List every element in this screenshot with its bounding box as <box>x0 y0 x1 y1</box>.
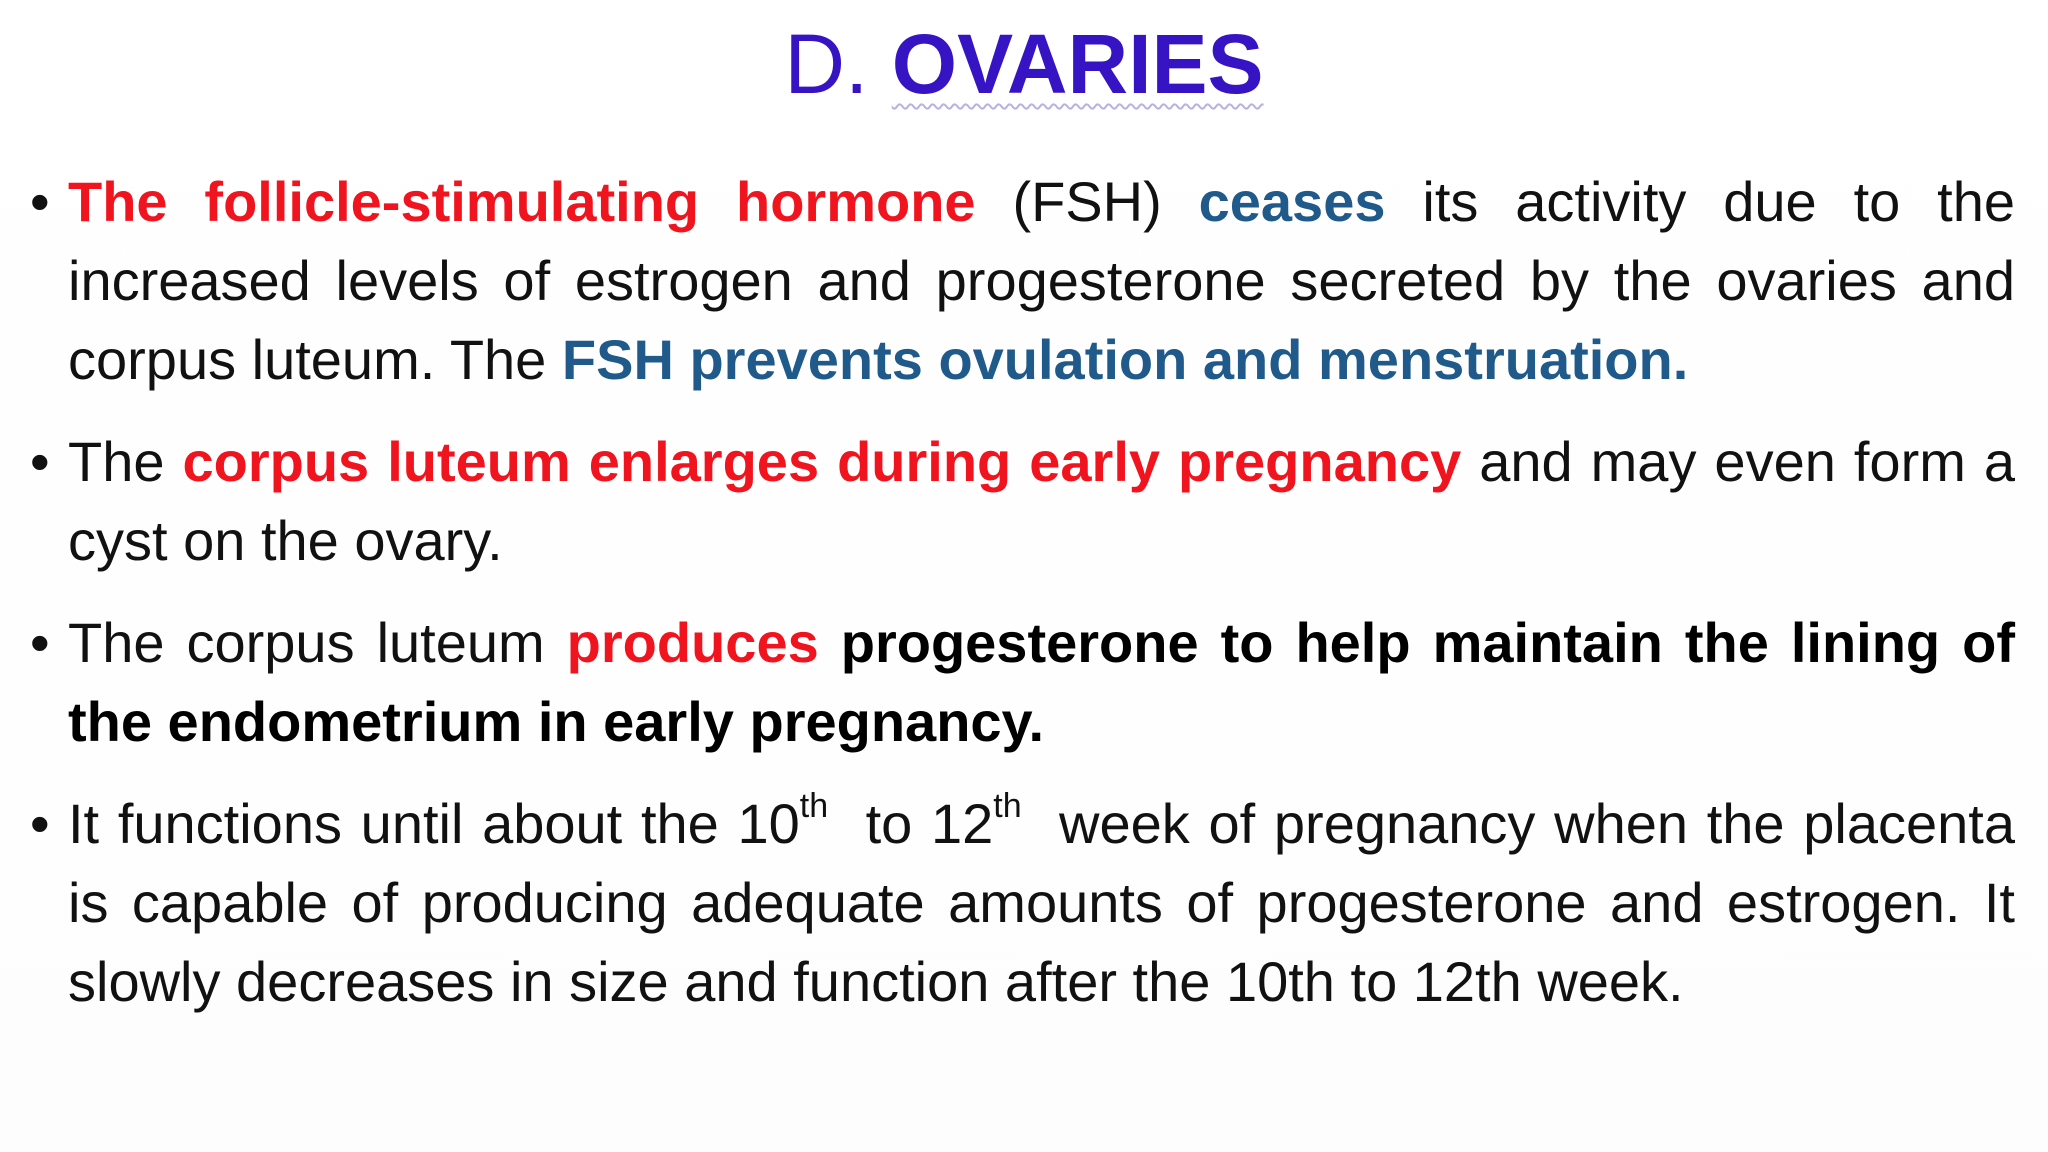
bullet1-conclusion: FSH prevents ovulation and menstruation. <box>561 328 1689 391</box>
bullet-item-fsh <box>30 162 2015 399</box>
title-main: OVARIES <box>891 17 1264 111</box>
bullet-list <box>30 162 2031 1044</box>
bullet3-lead: The corpus luteum <box>68 611 567 674</box>
bullet-dot-icon: • <box>30 611 50 674</box>
bullet1-body: its activity due to the increased levels of estrogen and progesterone secreted by the ovaries and corpus luteum. The <box>68 170 2016 391</box>
bullet4-sup-2: th <box>993 787 1022 825</box>
slide-title <box>0 14 2048 114</box>
bullet4-body: week of pregnancy when the placenta is capable of producing adequate amounts of progesterone and estrogen. It slowly decreases in size and function after the 10th to 12th week. <box>68 792 2031 1013</box>
bullet4-sup-1: th <box>799 787 829 825</box>
bullet-dot-icon: • <box>30 430 50 493</box>
bullet3-produces: produces <box>566 611 819 674</box>
bullet-item-functions-until <box>30 784 2031 1021</box>
bullet-dot-icon: • <box>30 792 50 855</box>
bullet2-lead: The <box>68 430 183 493</box>
title-prefix: D. <box>784 17 869 111</box>
bullet-item-corpus-luteum-enlarges <box>30 422 2015 580</box>
bullet1-fsh-abbrev: (FSH) <box>975 170 1199 233</box>
bullet1-ceases: ceases <box>1198 170 1386 233</box>
bullet2-emphasis: corpus luteum enlarges during early pregnancy <box>182 430 1462 493</box>
bullet4-mid: to 12 <box>828 792 994 855</box>
bullet4-lead: It functions until about the 10 <box>68 792 800 855</box>
bullet3-body: progesterone to help maintain the lining of the endometrium in early pregnancy. <box>68 611 2015 753</box>
bullet-item-produces-progesterone <box>30 603 2015 761</box>
bullet-dot-icon: • <box>30 170 50 233</box>
bullet1-fsh-term: The follicle-stimulating hormone <box>68 170 976 233</box>
bullet2-body: and may even form a cyst on the ovary. <box>68 430 2015 572</box>
